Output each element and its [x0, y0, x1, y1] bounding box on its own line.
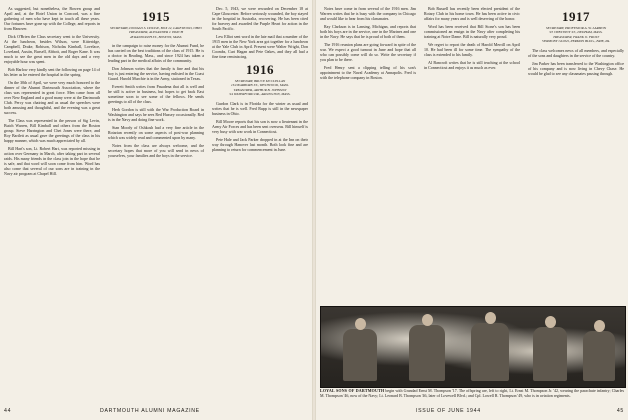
paragraph: Herb Gordon is still with the War Production Board in Washington and says he sees Red Hussey occasionally. Red is in the Navy and doing fine work.	[108, 107, 204, 123]
paragraph: Notes from the class are always welcome, and the secretary hopes that more of you will send in news of yourselves, your families and the boys in the service.	[108, 143, 204, 159]
paragraph: Everett Smith writes from Pasadena that all is well and he still is active in business, but hopes to get back East sometime soon to see some of the fellows. He sends greetings to all of the class.	[108, 84, 204, 105]
paragraph: Bill Hart's son, Lt. Robert Hart, was reported missing in action over Germany in March, after taking part in several raids. His many friends in the class join in the hope that he is safe, and that word will soon come from him. Word has also come that several of our sons are in training in the Navy air program at Chapel Hill.	[4, 146, 100, 176]
paragraph: Jim Parker has been transferred to the Washington office of his company and is now living in Chevy Chase. He would be glad to see any classmates passing through.	[528, 60, 624, 76]
paragraph: Al Bancroft writes that he is still teaching at the school in Connecticut and enjoys it as much as ever.	[424, 60, 520, 70]
class-year-heading: 1917	[562, 9, 590, 24]
paragraph: Dick O'Brien the Class secretary went to the University. At the luncheon, besides Wilson, were Kitteridge, Campbell, Drake, Robison, Nicholas Kimball, Lovelace, Loveland, Austin, Bursell, Abbott, and Roger Kane. It was much to see the great men in the old days and a very enjoyable hour was spent.	[4, 34, 100, 64]
right-column-2	[424, 6, 520, 304]
class-year-heading: 1915	[142, 9, 170, 24]
class-year-heading: 1916	[246, 62, 274, 77]
caption-heading: LOYAL SONS OF DARTMOUTH	[320, 388, 385, 393]
paragraph: Notes have come in from several of the 1916 men. Jim Warren writes that he is busy with the company in Chicago and would like to hear from his classmates.	[320, 6, 416, 21]
paragraph: Fred Henry sent a clipping telling of his son's appointment to the Naval Academy at Annapolis. Fred is with the telephone company in Boston.	[320, 65, 416, 80]
class-officers: SECRETARY, BRUCE MCCLELLAN 16 DEARBORN ST., WESTWOOD, MASS. TREASURER, ARTHUR B. JOHNSON 94 WATERFORD DR., ARLINGTON, MASS.	[229, 79, 291, 97]
paragraph: Bob Russell has recently been elected president of the Rotary Club in his home town. He has been active in civic affairs for many years and is well deserving of the honor.	[424, 6, 520, 21]
right-column-1	[320, 6, 416, 304]
paragraph: Stan Moody of Oshkosh had a very fine article in the Rotarian recently on some aspects of post-war planning which was widely read and commented upon by many.	[108, 125, 204, 141]
footer-issue: ISSUE OF JUNE 1944	[416, 408, 481, 414]
paragraph: We regret to report the death of Harold Merrill on April 10. He had been ill for some time. The sympathy of the class is extended to his family.	[424, 42, 520, 57]
paragraph: in the campaign to raise money for the Alumni Fund, he has carried on the best traditions of the class of 1915. He is a doctor in Reading, Mass., and since 1924 has taken a leading part in the medical affairs of the community.	[108, 43, 204, 64]
person-figure	[409, 325, 445, 381]
left-column-3	[212, 6, 308, 400]
left-column-2	[108, 6, 204, 400]
paragraph: Don Johnson writes that the family is fine and that his boy is just entering the service, having enlisted in the Coast Guard. Harold Murchie is in the Army, stationed in Texas.	[108, 66, 204, 82]
paragraph: Gurdon Clark is in Florida for the winter as usual and writes that he is well. Fred Rupp is still in the newspaper business in Ohio.	[212, 100, 308, 116]
paragraph: The class welcomes news of all members, and especially of the sons and daughters in the service of the country.	[528, 47, 624, 58]
photo-caption	[320, 388, 624, 398]
footer-magazine-title: DARTMOUTH ALUMNI MAGAZINE	[100, 408, 200, 414]
page-gutter	[312, 0, 316, 420]
paragraph: The 1916 reunion plans are going forward in spite of the war. We expect a good turnout in June and hope that all who can possibly come will do so. Write the secretary if you plan to be there.	[320, 42, 416, 62]
paragraph: Dec. 5, 1943, we were rewarded on December 18 at Cape Gloucester. Before seriously wounded, the boy stayed in the hospital in Australia, recovering. He has been cited for bravery and awarded the Purple Heart for action in the South Pacific.	[212, 6, 308, 31]
paragraph: As suggested, but nonetheless, the Bowen group and April and, at the Hotel Union in Concord, was a fine gathering of men who have kept in touch all these years. Our fortunes have gone up with the College, and reports in from Hanover.	[4, 6, 100, 31]
paragraph: Bob Harlow very kindly sent the following on page 14 of his letter as he entered the hospital in the spring.	[4, 67, 100, 77]
left-page	[4, 6, 308, 414]
class-officers: SECRETARY, DONALD S. DODGE, BOX 12, LAKEWOOD, OHIO TREASURER, ALEXANDER J. HATCH 48 RANDOLPH ST., BOSTON, MASS.	[110, 26, 202, 39]
right-column-3	[528, 6, 624, 304]
person-figure	[583, 331, 615, 381]
paragraph: Pete Hale and Jack Parker dropped in at the Inn on their way through Hanover last month. Both look fine and are planning to return for commencement in June.	[212, 136, 308, 152]
paragraph: Lew Elliot sent word in the late mail that a number of the 1915 men in the New York area got together for a luncheon at the Yale Club in April. Present were Walter Wright, Don Coombs, Curt Hagan and Pete Oakes, and they all had a fine time reminiscing.	[212, 34, 308, 59]
paragraph: On the 30th of April, we were very much honored to the dinner of the Alumni Dartmouth Association, where the class was represented in great force. Men came from all over New England and a good many were at the Dartmouth Club. Percy was chairing and as usual the speeches were both amusing and thoughtful, and the evening was a great success.	[4, 80, 100, 115]
person-figure	[533, 327, 567, 381]
person-figure	[471, 323, 509, 381]
paragraph: The Class was represented in the person of Sig Levin, Butch Warren, Bill Kimball and others from the Boston group. Steve Harrington and Chet Jones were there, and Roy Bartlett as usual gave the greetings of the class in his happy manner, which was much appreciated by all.	[4, 118, 100, 143]
family-photo	[320, 306, 626, 388]
page-number: 44	[4, 408, 12, 414]
paragraph: Bill Moore reports that his son is now a lieutenant in the Army Air Forces and has been sent overseas. Bill himself is very busy with war work in Connecticut.	[212, 118, 308, 134]
caption-body: begin with Grandad Ernst M. Thompson '17. The offspring are, left to right, Lt. Ernst M. Thompson Jr. '42, wearing the parachute infantry; Charles M. Thompson '46, now of the Navy; Lt. Leonard B. Thompson '46, later of Lovewell Blvd.; and Cpl. Lowell R. Thompson '49, who is in aviation regiments.	[320, 388, 625, 398]
person-figure	[343, 329, 377, 381]
paragraph: Ray Clarkson is in Lansing, Michigan, and reports that both his boys are in the service, one in the Marines and one in the Navy. He says that he is proud of both of them.	[320, 24, 416, 39]
page-number: 45	[616, 408, 624, 414]
paragraph: Word has been received that Bill Stone's son has been commissioned an ensign in the Navy after completing his training at Notre Dame. Bill is naturally very proud.	[424, 24, 520, 39]
right-page	[320, 6, 624, 414]
class-officers: SECRETARY, PROFESSOR A. W. LARMON 93 CHESTNUT ST., DEDHAM, MASS. TREASURER, FRANK O. FROST VERMONT GUILD, PERKINS BLDG., ERIE, PA.	[542, 26, 610, 44]
left-column-1	[4, 6, 100, 400]
